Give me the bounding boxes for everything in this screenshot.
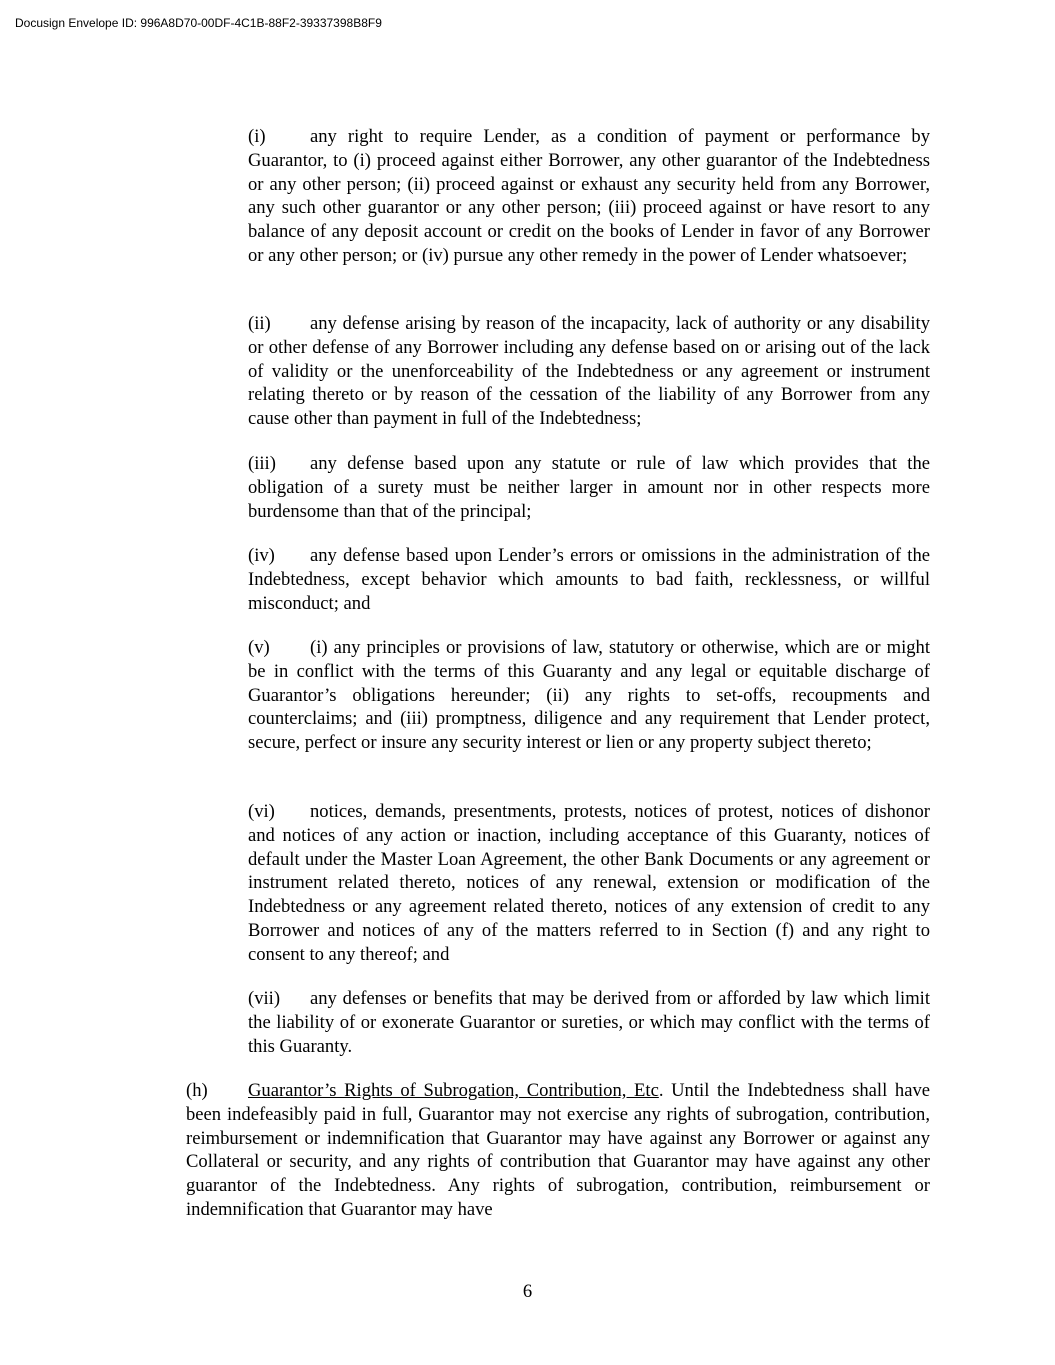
clause-text: any right to require Lender, as a condition of payment or performance by Guarantor, to (i) proceed against either Borrower, any other guarantor of the Indebtedness or any other person; (ii) proceed against or exhaust any security held from any Borrower, any such other guarantor or any other person; (iii) proceed against or have resort to any balance of any deposit account or credit on the books of Lender in favor of any Borrower or any other person; or (iv) pursue any other remedy in the power of Lender whatsoever; (248, 126, 930, 266)
section-text: . Until the Indebtedness shall have been indefeasibly paid in full, Guarantor may not exercise any rights of subrogation, contribution, reimbursement or indemnification that Guarantor may have against any Borrower or against any Collateral or security, and any rights of contribution that Guarantor may have against any other guarantor of the Indebtedness. Any rights of subrogation, contribution, reimbursement or indemnification that Guarantor may have (186, 1080, 930, 1220)
clause-text: any defenses or benefits that may be derived from or afforded by law which limit the liability of or exonerate Guarantor or sureties, or which may conflict with the terms of this Guaranty. (248, 988, 930, 1057)
clause-item-vi (248, 800, 930, 967)
clause-item-v (248, 636, 930, 755)
clause-number: (iv) (248, 545, 275, 566)
clause-number: (i) (248, 126, 266, 147)
clause-text: any defense based upon Lender’s errors or omissions in the administration of the Indebtedness, except behavior which amounts to bad faith, recklessness, or willful misconduct; and (248, 545, 930, 614)
clause-number: (vii) (248, 988, 281, 1009)
clause-text: (i) any principles or provisions of law, statutory or otherwise, which are or might be in conflict with the terms of this Guaranty and any legal or equitable discharge of Guarantor’s obligations hereunder; (ii) any rights to set-offs, recoupments and counterclaims; and (iii) promptness, diligence and any requirement that Lender protect, secure, perfect or insure any security interest or lien or any property subject thereto; (248, 637, 930, 754)
clause-item-ii (248, 312, 930, 431)
clause-number: (vi) (248, 801, 275, 822)
clause-item-iv (248, 544, 930, 615)
clause-text: any defense arising by reason of the incapacity, lack of authority or any disability or other defense of any Borrower including any defense based on or arising out of the lack of validity or the unenforceability of the Indebtedness or any agreement or instrument relating thereto or by reason of the cessation of the liability of any Borrower from any cause other than payment in full of the Indebtedness; (248, 313, 930, 430)
envelope-id: Docusign Envelope ID: 996A8D70-00DF-4C1B-88F2-39337398B8F9 (15, 16, 382, 30)
clause-item-vii (248, 987, 930, 1058)
clause-number: (iii) (248, 453, 276, 474)
section-number: (h) (186, 1080, 208, 1101)
section-heading: Guarantor’s Rights of Subrogation, Contribution, Etc (248, 1080, 659, 1101)
clause-text: any defense based upon any statute or rule of law which provides that the obligation of a surety must be neither larger in amount nor in other respects more burdensome than that of the principal; (248, 453, 930, 522)
clause-item-iii (248, 452, 930, 523)
clause-number: (v) (248, 637, 270, 658)
clause-item-i (248, 125, 930, 268)
clause-text: notices, demands, presentments, protests, notices of protest, notices of dishonor and notices of any action or inaction, including acceptance of this Guaranty, notices of default under the Master Loan Agreement, the other Bank Documents or any agreement or instrument related thereto, notices of any renewal, extension or modification of the Indebtedness or any agreement related thereto, notices of any extension of credit to any Borrower and notices of any of the matters referred to in Section (f) and any right to consent to any thereof; and (248, 801, 930, 965)
clause-number: (ii) (248, 313, 271, 334)
section-h (186, 1079, 930, 1222)
page-number: 6 (522, 1281, 533, 1302)
